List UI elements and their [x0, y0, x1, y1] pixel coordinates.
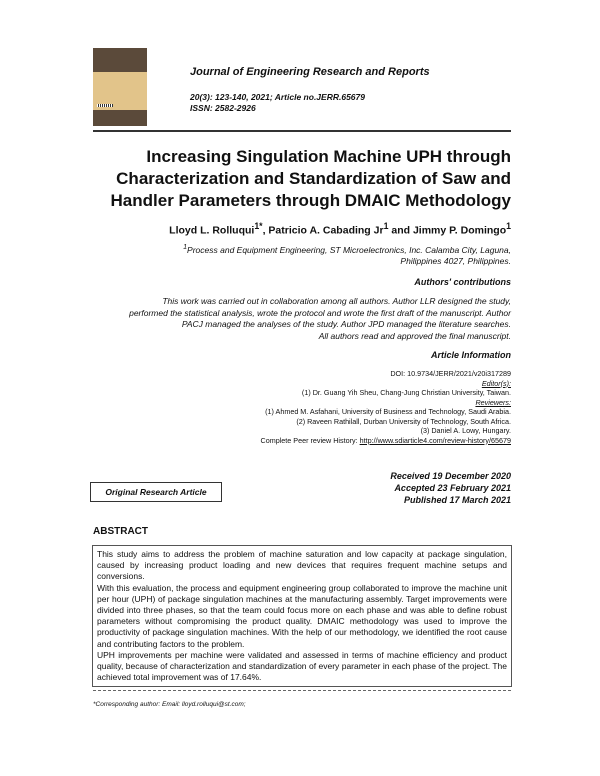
sup: 1: [383, 221, 389, 231]
header-rule: [93, 130, 511, 132]
line: performed the statistical analysis, wrote the protocol and wrote the first draft of the manuscript. Author: [129, 307, 511, 318]
reviewer: (2) Raveen Rathilall, Durban University of Technology, South Africa.: [296, 416, 511, 426]
affiliation: [151, 242, 511, 267]
sup: 1: [183, 243, 188, 251]
contributions-text: [91, 296, 511, 342]
title-line: Increasing Singulation Machine UPH through: [146, 147, 511, 166]
authors: [169, 221, 511, 237]
published-date: Published 17 March 2021: [403, 495, 511, 505]
history-label: Complete Peer review History:: [260, 435, 360, 445]
line: All authors read and approved the final manuscript.: [318, 330, 511, 341]
footnote: *Corresponding author: Email: lloyd.rolluqui@st.com;: [93, 701, 246, 708]
affiliation-text: Process and Equipment Engineering, ST Microelectronics, Inc. Calamba City, Laguna, Philippines 4027, Philippines.: [187, 244, 511, 266]
reviewer: (1) Ahmed M. Asfahani, University of Business and Technology, Saudi Arabia.: [265, 407, 511, 416]
contributions-heading: Authors' contributions: [414, 277, 511, 287]
author: Lloyd L. Rolluqui: [169, 224, 255, 237]
sup: 1*: [254, 221, 263, 231]
journal-name: Journal of Engineering Research and Reports: [190, 66, 430, 78]
author: and Jimmy P. Domingo: [388, 224, 507, 237]
title-line: Handler Parameters through DMAIC Methodology: [110, 191, 511, 210]
issn-line: ISSN: 2582-2926: [190, 103, 256, 113]
line: PACJ managed the analyses of the study. Author JPD managed the literature searches.: [181, 319, 511, 329]
reviewers-label: Reviewers:: [475, 397, 511, 407]
doi: DOI: 10.9734/JERR/2021/v20i317289: [390, 369, 511, 378]
author: , Patricio A. Cabading Jr: [262, 224, 384, 237]
abstract-box: [92, 545, 512, 687]
article-info: [261, 369, 511, 445]
article-info-heading: Article Information: [430, 350, 511, 360]
reviewer: (3) Daniel A. Lowy, Hungary.: [420, 426, 511, 435]
dates: [390, 470, 511, 506]
accepted-date: Accepted 23 February 2021: [394, 483, 511, 493]
abstract-paragraph: UPH improvements per machine were validated and assessed in terms of machine efficiency and product quality, because of characterization and standardization of every parameter in each phase of the project. The achieved total improvement was of 17.64%.: [97, 649, 507, 683]
footnote-rule: [93, 690, 511, 691]
sup: 1: [506, 221, 511, 231]
abstract-heading: ABSTRACT: [93, 526, 148, 537]
editor: (1) Dr. Guang Yih Sheu, Chang-Jung Christian University, Taiwan.: [301, 388, 511, 397]
abstract-paragraph: With this evaluation, the process and equipment engineering group collaborated to improve the machine unit per hour (UPH) of package singulation machines at the manufacturing assembly. Target improvements were divided into three phases, so that the team could focus more on each phase and was able to define robust parameters without compromising the product quality. DMAIC methodology was used to improve the productivity of package singulation machines. With the help of our methodology, we identified the root cause and contributing factors to the problem.: [97, 582, 507, 649]
editors-label: Editor(s):: [481, 378, 511, 388]
line: This work was carried out in collaboration among all authors. Author LLR designed the study,: [162, 296, 511, 306]
article-type-box: Original Research Article: [90, 482, 222, 502]
volume-line: 20(3): 123-140, 2021; Article no.JERR.65679: [190, 92, 365, 102]
journal-volume: [190, 92, 365, 114]
received-date: Received 19 December 2020: [390, 471, 511, 481]
abstract-paragraph: This study aims to address the problem of machine saturation and low capacity at package singulation, caused by increasing product loading and new devices that requires frequent machine setups and conversions.: [97, 549, 507, 582]
title-line: Characterization and Standardization of Saw and: [116, 169, 511, 188]
review-history-link[interactable]: http://www.sdiarticle4.com/review-history/65679: [359, 435, 511, 445]
journal-cover-image: [93, 48, 147, 126]
paper-title: [93, 146, 511, 212]
